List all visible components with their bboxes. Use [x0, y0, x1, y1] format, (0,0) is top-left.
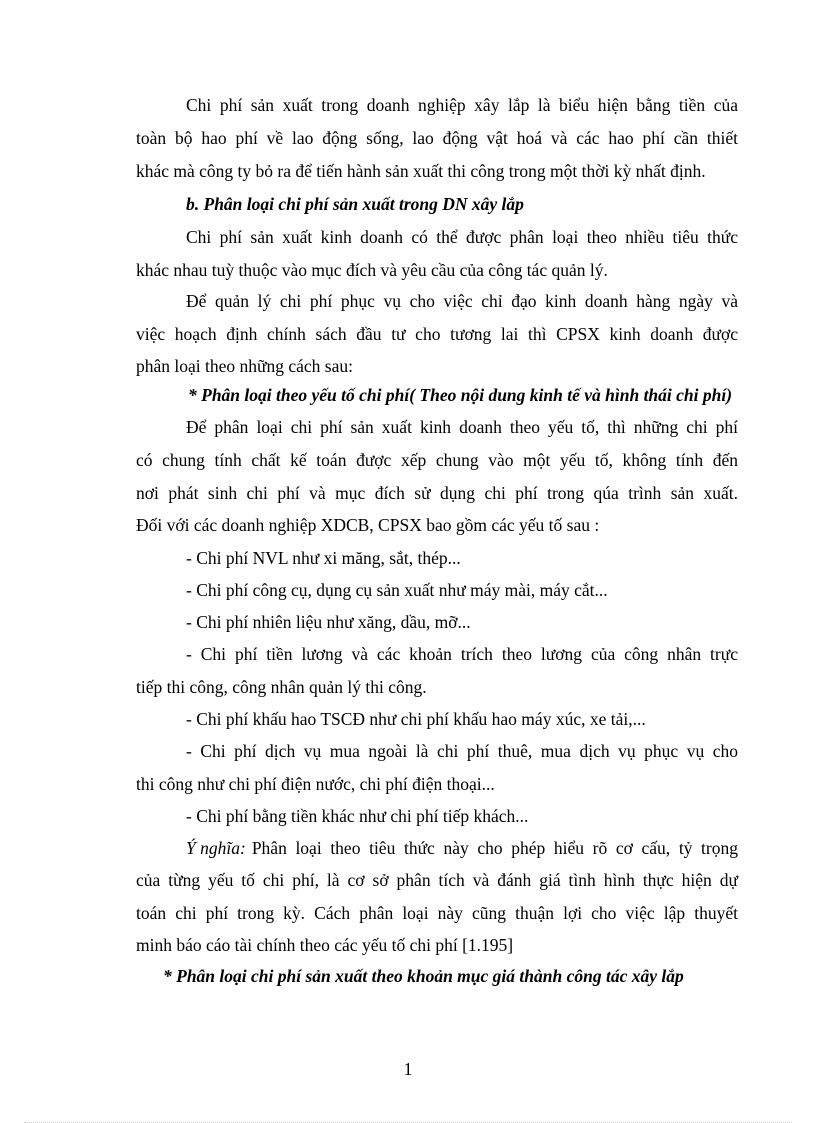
- list-item-continuation: thi công như chi phí điện nước, chi phí điện thoại...: [136, 774, 495, 794]
- meaning-paragraph-line: [186, 836, 738, 860]
- list-item: - Chi phí dịch vụ mua ngoài là chi phí thuê, mua dịch vụ phục vụ cho: [186, 741, 738, 761]
- list-item: - Chi phí nhiên liệu như xăng, dầu, mỡ...: [186, 612, 471, 632]
- subsection-heading: * Phân loại chi phí sản xuất theo khoản mục giá thành công tác xây lắp: [163, 966, 684, 986]
- paragraph-line: có chung tính chất kế toán được xếp chung vào một yếu tố, không tính đến: [136, 450, 738, 470]
- list-item: - Chi phí NVL như xi măng, sắt, thép...: [186, 548, 461, 568]
- paragraph-line: phân loại theo những cách sau:: [136, 356, 353, 376]
- list-item: - Chi phí khấu hao TSCĐ như chi phí khấu hao máy xúc, xe tải,...: [186, 709, 646, 729]
- list-item-continuation: tiếp thi công, công nhân quản lý thi công.: [136, 677, 427, 697]
- paragraph-line: Để quản lý chi phí phục vụ cho việc chỉ đạo kinh doanh hàng ngày và: [186, 291, 738, 311]
- subsection-heading: * Phân loại theo yếu tố chi phí( Theo nội dung kinh tế và hình thái chi phí): [188, 385, 733, 405]
- list-item: - Chi phí tiền lương và các khoản trích theo lương của công nhân trực: [186, 644, 738, 664]
- paragraph-line: minh báo cáo tài chính theo các yếu tố chi phí [1.195]: [136, 935, 514, 955]
- list-item: - Chi phí công cụ, dụng cụ sản xuất như máy mài, máy cắt...: [186, 580, 608, 600]
- paragraph-line: Chi phí sản xuất kinh doanh có thể được phân loại theo nhiều tiêu thức: [186, 227, 738, 247]
- paragraph-line: Đối với các doanh nghiệp XDCB, CPSX bao gồm các yếu tố sau :: [136, 515, 600, 535]
- paragraph-line: khác nhau tuỳ thuộc vào mục đích và yêu cầu của công tác quản lý.: [136, 260, 608, 280]
- meaning-label: Ý nghĩa:: [186, 838, 246, 858]
- paragraph-line: nơi phát sinh chi phí và mục đích sử dụng chi phí trong qúa trình sản xuất.: [136, 483, 738, 503]
- paragraph-line: toán chi phí trong kỳ. Cách phân loại này cũng thuận lợi cho việc lập thuyết: [136, 903, 738, 923]
- page-number: 1: [403, 1059, 413, 1079]
- section-heading: b. Phân loại chi phí sản xuất trong DN xây lắp: [186, 194, 524, 214]
- meaning-text: Phân loại theo tiêu thức này cho phép hiểu rõ cơ cấu, tỷ trọng: [251, 838, 738, 858]
- paragraph-line: của từng yếu tố chi phí, là cơ sở phân tích và đánh giá tình hình thực hiện dự: [136, 870, 738, 890]
- paragraph-line: Chi phí sản xuất trong doanh nghiệp xây lắp là biểu hiện bằng tiền của: [186, 95, 738, 115]
- paragraph-line: việc hoạch định chính sách đầu tư cho tương lai thì CPSX kinh doanh được: [136, 324, 738, 344]
- paragraph-line: Để phân loại chi phí sản xuất kinh doanh theo yếu tố, thì những chi phí: [186, 417, 738, 437]
- list-item: - Chi phí bằng tiền khác như chi phí tiếp khách...: [186, 806, 529, 826]
- paragraph-line: toàn bộ hao phí về lao động sống, lao động vật hoá và các hao phí cần thiết: [136, 128, 738, 148]
- paragraph-line: khác mà công ty bỏ ra để tiến hành sản xuất thi công trong một thời kỳ nhất định.: [136, 161, 706, 181]
